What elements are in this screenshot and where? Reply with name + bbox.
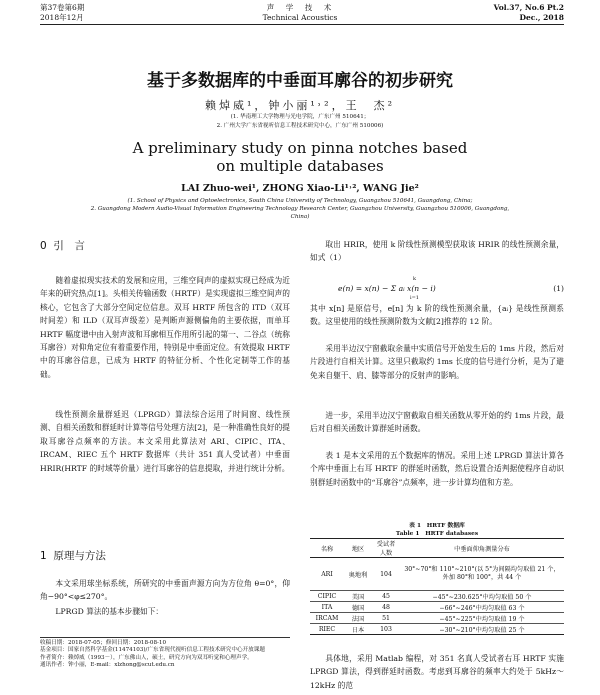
table-cell: 45 (372, 591, 400, 602)
authors-en: LAI Zhuo-wei¹, ZHONG Xiao-Li¹˒², WANG Jie² (181, 183, 419, 194)
table-row (310, 602, 564, 613)
right-paragraph-1: 其中 x[n] 是原信号，e[n] 为 k 阶的线性预测余量，{aᵢ} 是线性预测系数。这里使用的线性预测阶数为文献[2]推荐的 12 阶。 (310, 304, 564, 327)
table-cell: RIEC (310, 624, 344, 635)
equation-number: (1) (553, 284, 564, 293)
right-intro-paragraph: 取出 HRIR，使用 k 阶线性预测模型获取该 HRIR 的线性预测余量，如式（1） (310, 240, 564, 263)
table-row (310, 624, 564, 635)
header-journal-cn: 声 学 技 术 (266, 3, 334, 12)
title-en-line2: on multiple databases (216, 157, 384, 175)
equation-sum-lower: i=1 (410, 295, 419, 301)
affiliation-en-2: 2. Guangdong Modern Audio-Visual Information Engineering Technology Research Center, Guangzhou University, Guangzhou 510006, Guangdong, (90, 206, 510, 212)
section-1-heading (40, 548, 106, 563)
table-cell: 奥地利 (344, 558, 372, 591)
table-caption-cn: 表 1 HRTF 数据库 (409, 523, 465, 529)
header-volume-en: Vol.37, No.6 Pt.2 (493, 3, 564, 12)
method-paragraph-2: LPRGD 算法的基本步骤如下： (55, 607, 164, 616)
table-cell: 德国 (344, 602, 372, 613)
footnotes (40, 640, 290, 670)
table-cell: −66°~246°中均匀取值 63 个 (400, 602, 564, 613)
table-cell: IRCAM (310, 613, 344, 624)
table-cell: 51 (372, 613, 400, 624)
table-cell: 日本 (344, 624, 372, 635)
footnote-divider (40, 637, 290, 638)
table-header-region: 地区 (344, 539, 372, 558)
title-en-line1: A preliminary study on pinna notches based (132, 139, 468, 157)
table-cell: −45°~230.625°中均匀取值 50 个 (400, 591, 564, 602)
right-closing-paragraph: 具体地，采用 Matlab 编程，对 351 名真人受试者右耳 HRTF 实施 LPRGD 算法，得到群延时函数。考虑到耳廓谷的频率大约处于 5kHz～12kHz 的范 (310, 654, 564, 690)
table-header-elevation: 中垂面仰角测量分布 (400, 539, 564, 558)
table-cell: 30°~70°和 110°~210°(以 5°为间隔均匀取值 21 个，外加 80°和 100°，共 44 个 (400, 558, 564, 591)
footnote-author-bio: 作者简介：赖焯威（1993－），广东佛山人，硕士，研究方向为双耳听觉和心理声学。 (40, 654, 253, 661)
equation-sum-upper: k (413, 276, 417, 282)
header-date-en: Dec., 2018 (519, 13, 564, 22)
section-0-heading (40, 238, 85, 253)
table-cell: 美国 (344, 591, 372, 602)
table-cell: −45°~225°中均匀取值 19 个 (400, 613, 564, 624)
header-divider (40, 24, 564, 25)
equation-body: e(n) = x(n) − Σ aᵢ x(n − i) (338, 284, 436, 293)
affiliation-en-1: (1. School of Physics and Optoelectronics, South China University of Technology, Guangzhou 510641, Guangdong, China; (127, 198, 473, 204)
section-0-number: 0 (40, 240, 47, 252)
section-1-title: 原理与方法 (53, 550, 106, 562)
header-volume-cn: 第37卷第6期 (40, 3, 85, 12)
table-cell: ITA (310, 602, 344, 613)
method-paragraph-1: 本文采用球坐标系统，所研究的中垂面声源方向为方位角 θ=0°，仰角−90°<φ≤270°。 (40, 579, 290, 602)
affiliation-cn-1: (1. 华南理工大学物理与光电学院，广东广州 510641； (230, 114, 370, 120)
affiliation-cn-2: 2. 广州大学广东省视听信息工程技术研究中心，广东广州 510006) (216, 123, 384, 129)
section-1-number: 1 (40, 550, 47, 562)
table-cell: 103 (372, 624, 400, 635)
table-row (310, 591, 564, 602)
table-header-subjects: 受试者人数 (372, 539, 400, 558)
footnote-received: 收稿日期：2018-07-05；修回日期：2018-08-10 (40, 640, 167, 646)
table-header-row (310, 539, 564, 558)
table-cell: ARI (310, 558, 344, 591)
authors-cn: 赖焯威¹，钟小丽¹˒²，王 杰² (204, 99, 396, 112)
right-paragraph-2: 采用半边汉宁窗截取余量中实质信号开始发生后的 1ms 片段，然后对片段进行自相关计算。这里只截取约 1ms 长度的信号进行分析，是为了避免来自躯干、肩、膝等部分的反射声的影响。 (310, 344, 564, 380)
header-journal-en: Technical Acoustics (262, 13, 338, 22)
right-paragraph-3: 进一步，采用半边汉宁窗截取自相关函数从零开始的约 1ms 片段，最后对自相关函数计算群延时函数。 (310, 411, 564, 434)
table-cell: 48 (372, 602, 400, 613)
table-row (310, 558, 564, 591)
title-cn: 基于多数据库的中垂面耳廓谷的初步研究 (147, 71, 453, 91)
right-paragraph-4: 表 1 是本文采用的五个数据库的情况。采用上述 LPRGD 算法计算各个库中垂面上右耳 HRTF 的群延时函数，然后设置合适判据使程序自动识别群延时函数中的“耳廓谷”点频率，进一步计算均值和方差。 (310, 451, 564, 487)
table-cell: 104 (372, 558, 400, 591)
affiliation-en-3: China) (290, 214, 310, 220)
table-row (310, 613, 564, 624)
hrtf-database-table (310, 539, 564, 635)
header-date-cn: 2018年12月 (40, 13, 84, 22)
table-cell: 法国 (344, 613, 372, 624)
equation-1 (338, 278, 564, 302)
table-cell: −30°~210°中均匀取值 25 个 (400, 624, 564, 635)
table-caption-en: Table 1 HRTF databases (395, 531, 479, 537)
footnote-corresponding: 通讯作者：钟小丽，E-mail：xlzhong@scut.edu.cn (40, 662, 175, 669)
table-header-name: 名称 (310, 539, 344, 558)
table-cell: CIPIC (310, 591, 344, 602)
footnote-funding: 基金项目：国家自然科学基金(11474103)/广东省现代视听信息工程技术研究中心开放课题 (40, 647, 265, 654)
intro-paragraph-1: 随着虚拟现实技术的发展和应用，三维空间声的虚拟实现已经成为近年来的研究热点[1]。头相关传输函数（HRTF）是实现虚拟三维空间声的核心，它包含了大部分空间定位信息。双耳 HRTF 所包含的 ITD（双耳时间差）和 ILD（双耳声级差）是判断声源侧偏角的主要依据，而单耳 HRTF 幅度谱中由入射声波和耳廓相互作用所引起的第一、二谷点（统称耳廓谷）对仰角定位有着重要作用，特别是中垂面定位。有效提取 HRTF 中的耳廓谷信息，已成为 HRTF 的特征分析、个性化定制等工作的基础。 (40, 276, 290, 379)
intro-paragraph-2: 线性预测余量群延迟（LPRGD）算法综合运用了时间窗、线性预测、自相关函数和群延时计算等信号处理方法[2]，是一种准确性良好的提取耳廓谷点频率的方法。本文采用此算法对 ARI、CIPIC、ITA、IRCAM、RIEC 五个 HRTF 数据库（共计 351 真人受试者）中垂面 HRIR(HRTF 的时域等价量）进行耳廓谷的信息提取，并进行统计分析。 (40, 410, 290, 473)
section-0-title: 引 言 (53, 240, 85, 252)
